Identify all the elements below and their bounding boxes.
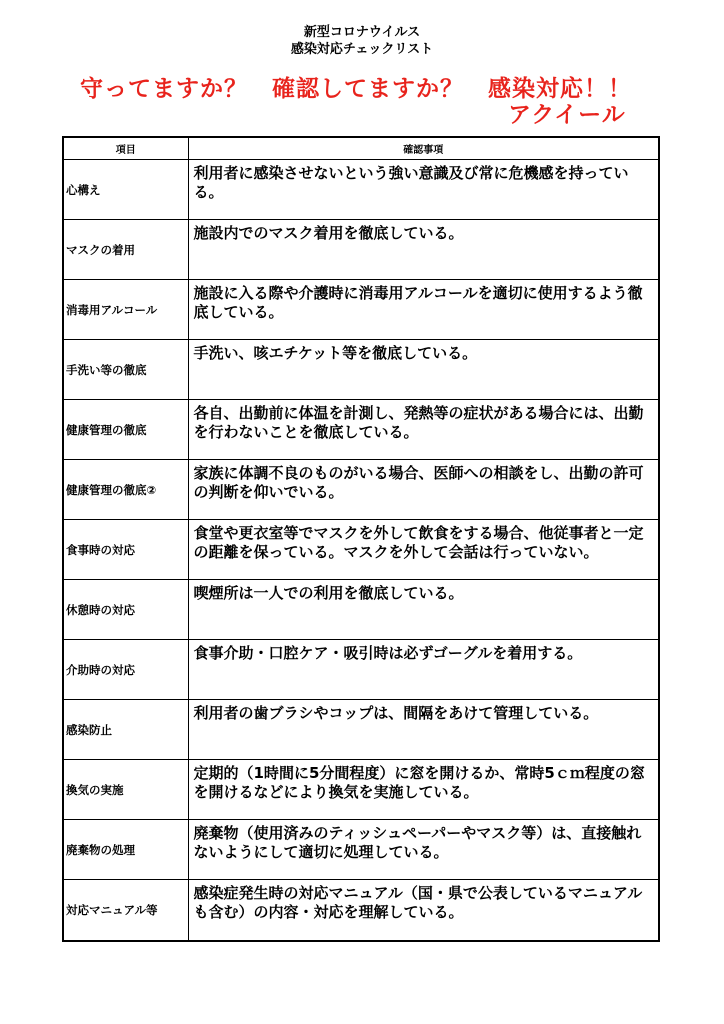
table-row [63, 880, 659, 942]
table-row [63, 280, 659, 340]
table-row [63, 340, 659, 400]
content-cell: 感染症発生時の対応マニュアル（国・県で公表しているマニュアルも含む）の内容・対応を理解している。 [188, 880, 659, 942]
content-cell: 利用者に感染させないという強い意識及び常に危機感を持っている。 [188, 160, 659, 220]
item-cell: 手洗い等の徹底 [63, 340, 188, 400]
table-row [63, 640, 659, 700]
item-cell: 感染防止 [63, 700, 188, 760]
table-row [63, 820, 659, 880]
item-cell: 食事時の対応 [63, 520, 188, 580]
content-cell: 家族に体調不良のものがいる場合、医師への相談をし、出勤の許可の判断を仰いでいる。 [188, 460, 659, 520]
item-cell: 健康管理の徹底 [63, 400, 188, 460]
table-row [63, 520, 659, 580]
table-row [63, 220, 659, 280]
content-cell: 喫煙所は一人での利用を徹底している。 [188, 580, 659, 640]
title-line-1: 新型コロナウイルス [303, 25, 421, 40]
table-row [63, 460, 659, 520]
item-cell: 対応マニュアル等 [63, 880, 188, 942]
content-cell: 施設に入る際や介護時に消毒用アルコールを適切に使用するよう徹底している。 [188, 280, 659, 340]
item-cell: 換気の実施 [63, 760, 188, 820]
item-cell: 廃棄物の処理 [63, 820, 188, 880]
content-cell: 廃棄物（使用済みのティッシュペーパーやマスク等）は、直接触れないようにして適切に処理している。 [188, 820, 659, 880]
title-line-2: 感染対応チェックリスト [290, 42, 434, 57]
content-cell: 施設内でのマスク着用を徹底している。 [188, 220, 659, 280]
table-row [63, 700, 659, 760]
checklist-table [62, 136, 660, 942]
content-cell: 手洗い、咳エチケット等を徹底している。 [188, 340, 659, 400]
company-name: アクイール [508, 102, 626, 128]
content-cell: 食事介助・口腔ケア・吸引時は必ずゴーグルを着用する。 [188, 640, 659, 700]
document-title [0, 24, 724, 58]
content-cell: 食堂や更衣室等でマスクを外して飲食をする場合、他従事者と一定の距離を保っている。マスクを外して会話は行っていない。 [188, 520, 659, 580]
content-cell: 各自、出勤前に体温を計測し、発熱等の症状がある場合には、出勤を行わないことを徹底している。 [188, 400, 659, 460]
item-cell: 消毒用アルコール [63, 280, 188, 340]
table-row [63, 760, 659, 820]
item-cell: 介助時の対応 [63, 640, 188, 700]
table-row [63, 160, 659, 220]
table-row [63, 580, 659, 640]
item-cell: 心構え [63, 160, 188, 220]
item-cell: 健康管理の徹底② [63, 460, 188, 520]
column-header-item: 項目 [63, 137, 188, 160]
table-row [63, 400, 659, 460]
column-header-content: 確認事項 [188, 137, 659, 160]
content-cell: 利用者の歯ブラシやコップは、間隔をあけて管理している。 [188, 700, 659, 760]
table-header-row [63, 137, 659, 160]
slogan-text: 守ってますか？ 確認してますか？ 感染対応！！ [80, 76, 632, 102]
item-cell: 休憩時の対応 [63, 580, 188, 640]
content-cell: 定期的（1時間に5分間程度）に窓を開けるか、常時5ｃｍ程度の窓を開けるなどにより換気を実施している。 [188, 760, 659, 820]
item-cell: マスクの着用 [63, 220, 188, 280]
